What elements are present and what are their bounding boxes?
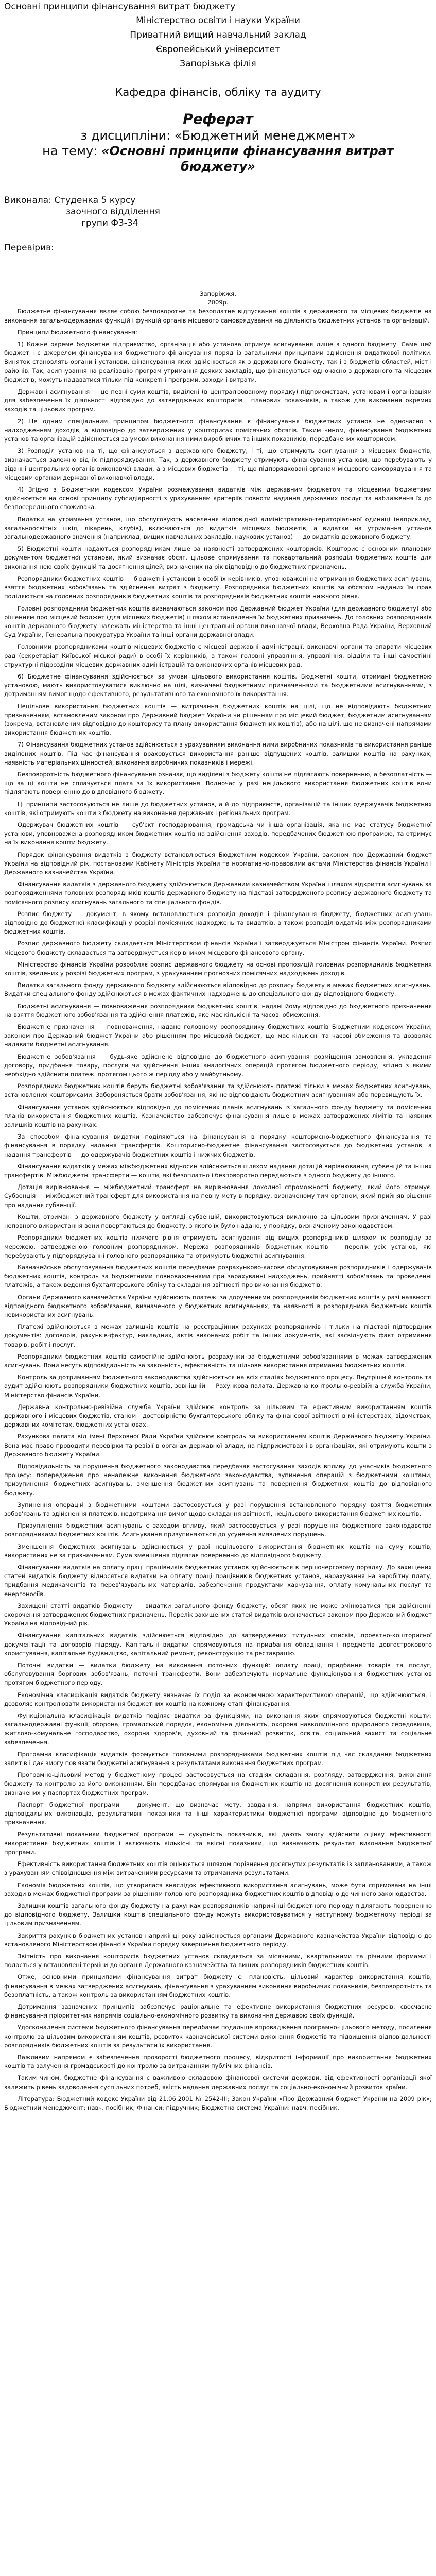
- body-paragraph: Важливим напрямом є забезпечення прозорості бюджетного процесу, відкритості інформації про використання бюджетних коштів та залучення громадськості до контролю за витрачанням публічних фінансів.: [4, 2053, 432, 2070]
- body-paragraph: Залишки коштів загального фонду бюджету на рахунках розпорядників наприкінці бюджетного періоду підлягають поверненню до відповідного бюджету. Залишки коштів спеціального фонду можуть використовуватися у наступному бюджетному періоді за цільовим призначенням.: [4, 1902, 432, 1927]
- body-paragraph: Рахункова палата від імені Верховної Ради України здійснює контроль за використанням коштів Державного бюджету України. Вона має право проводити перевірки та ревізії в органах державної влади, на підприємствах і в організаціях, які отримують кошти з Державного бюджету України.: [4, 1433, 432, 1458]
- body-paragraph: 1) Кожне окреме бюджетне підприємство, організація або установа отримує асигнування лише з одного бюджету. Саме цей бюджет і є джерелом фінансування бюджетного фінансування поряд із загальними принципами здійснення видаткової політики. Виняток становлять органи і установи, фінансування яких здійснюється як з державного бюджету, так і з бюджетів областей, міст і районів. Так, асигнування на реалізацію програм утримання деяких закладів, що фінансуються одночасно з державного та місцевих бюджетів, можуть надаватися тільки під конкретні програми, заходи і витрати.: [4, 341, 432, 383]
- body-paragraph: Отже, основними принципами фінансування витрат бюджету є: плановість, цільовий характер використання коштів, фінансування в межах затверджених асигнувань, фінансування з урахуванням виконання виробничих показників, безповоротність та безоплатність, а також контроль за використанням бюджетних коштів.: [4, 1973, 432, 1998]
- body-paragraph: Кошти, отримані з державного бюджету у вигляді субвенцій, використовуються виключно за цільовим призначенням. У разі неповного використання вони повертаються до бюджету, з якого їх було надано, у порядку, визначеному законодавством.: [4, 1213, 432, 1230]
- body-paragraph: Розпорядники бюджетних коштів беруть бюджетні зобов'язання та здійснюють платежі тільки в межах бюджетних асигнувань, встановлених кошторисами. Забороняється брати зобов'язання, які не відповідають бюджетним асигнуванням або перевищують їх.: [4, 1082, 432, 1099]
- author-block: [4, 195, 432, 229]
- topic-text: «Основні принципи фінансування витрат бюджету»: [101, 144, 394, 174]
- body-paragraph: Бюджетне зобов'язання — будь-яке здійснене відповідно до бюджетного асигнування розміщення замовлення, укладення договору, придбання товару, послуги чи здійснення інших аналогічних операцій протягом бюджетного періоду, згідно з якими необхідно здійснити платежі протягом цього ж періоду або у майбутньому.: [4, 1053, 432, 1078]
- work-kind-heading: Реферат: [183, 111, 253, 127]
- body-paragraph: Результативні показники бюджетної програми — сукупність показників, які дають змогу здійснити оцінку ефективності використання бюджетних коштів і включають кількісні та якісні показники, що визначають результат виконання бюджетної програми.: [4, 1831, 432, 1856]
- body-paragraph: Захищені статті видатків бюджету — видатки загального фонду бюджету, обсяг яких не може змінюватися при здійсненні скорочення затверджених бюджетних призначень. Перелік захищених статей видатків визначається законом про Державний бюджет України на відповідний рік.: [4, 1602, 432, 1628]
- body-paragraph: Поточні видатки — видатки бюджету на виконання поточних функцій: оплату праці, придбання товарів та послуг, обслуговування боргових зобов'язань, поточні трансферти. Вони забезпечують нормальне функціонування бюджетних установ протягом бюджетного періоду.: [4, 1662, 432, 1687]
- body-paragraph: Література: Бюджетний кодекс України від 21.06.2001 № 2542-ІІІ; Закон України «Про Державний бюджет України на 2009 рік»; Бюджетний менеджмент: навч. посібник; Фінанси: підручник; Бюджетна система України: навч. посібник.: [4, 2095, 432, 2111]
- body-paragraph: Казначейське обслуговування бюджетних коштів передбачає розрахунково-касове обслуговування розпорядників і одержувачів бюджетних коштів, контроль за бюджетними повноваженнями при зарахуванні надходжень, прийнятті зобов'язань та проведенні платежів, а також ведення бухгалтерського обліку та складання звітності про виконання бюджетів.: [4, 1263, 432, 1289]
- checked-by-label: Перевірив:: [4, 243, 54, 253]
- university-line: Європейський університет: [156, 44, 280, 55]
- body-paragraph: Призупинення бюджетних асигнувань є заходом впливу, який застосовується у разі порушення бюджетного законодавства розпорядниками бюджетних коштів. Асигнування призупиняються до усунення виявлених порушень.: [4, 1522, 432, 1538]
- body-paragraph: Звітність про виконання кошторисів бюджетних установ складається за місячними, квартальними та річними формами і подається у встановлені терміни до органів Державного казначейства та вищих розпорядників бюджетних коштів.: [4, 1952, 432, 1969]
- body-paragraph: Фінансування видатків з державного бюджету здійснюється Державним казначейством України шляхом відкриття асигнувань за розпорядженнями головних розпорядників коштів державного бюджету на підставі затвердженого розпису державного бюджету та помісячного розпису асигнувань загального та спеціального фондів.: [4, 880, 432, 906]
- body-paragraph: Фінансування установ здійснюється відповідно до помісячних планів асигнувань із загального фонду бюджету та помісячних планів використання бюджетних коштів. Казначейство забезпечує фінансування лише в межах затверджених лімітів та наявних залишків коштів на рахунках.: [4, 1103, 432, 1129]
- body-paragraph: Фінансування капітальних видатків здійснюється відповідно до затверджених титульних списків, проектно-кошторисної документації та договорів підряду. Капітальні видатки спрямовуються на придбання обладнання і предметів довгострокового користування, капітальне будівництво, капітальний ремонт, реконструкцію та реставрацію.: [4, 1632, 432, 1657]
- body-paragraph: Платежі здійснюються в межах залишків коштів на реєстраційних рахунках розпорядників і тільки на підставі підтвердних документів: договорів, рахунків-фактур, накладних, актів виконаних робіт та інших документів, які засвідчують факт отримання товарів, робіт і послуг.: [4, 1323, 432, 1348]
- body-paragraph: Порядок фінансування видатків з бюджету встановлюється Бюджетним кодексом України, законом про Державний бюджет України на відповідний рік, постановами Кабінету Міністрів України та нормативно-правовими актами Міністерства фінансів України і Державного казначейства України.: [4, 851, 432, 876]
- body-paragraph: Дотація вирівнювання — міжбюджетний трансферт на вирівнювання доходної спроможності бюджету, який його отримує. Субвенція — міжбюджетний трансферт для використання на певну мету в порядку, визначеному тим органом, який прийняв рішення про надання субвенції.: [4, 1183, 432, 1209]
- body-paragraph: Функціональна класифікація видатків поділяє видатки за функціями, на виконання яких спрямовуються бюджетні кошти: загальнодержавні функції, оборона, громадський порядок, економічна діяльність, охорона навколишнього природного середовища, житлово-комунальне господарство, охорона здоров'я, духовний та фізичний розвиток, освіта, соціальний захист та соціальне забезпечення.: [4, 1712, 432, 1746]
- author-line-2: заочного відділення: [66, 207, 160, 217]
- body-paragraph: Розпорядники бюджетних коштів — бюджетні установи в особі їх керівників, уповноважені на отримання бюджетних асигнувань, взяття бюджетних зобов'язань та здійснення витрат з бюджету. Розпорядники бюджетних коштів за обсягом наданих їм прав поділяються на головних розпорядників бюджетних коштів та розпорядників бюджетних коштів нижчого рівня.: [4, 574, 432, 600]
- topic-line: [4, 143, 432, 174]
- body-paragraph: 7) Фінансування бюджетних установ здійснюється з урахуванням виконання ними виробничих показників та використання раніше виділених коштів. Під час фінансування враховується використання раніше відпущених коштів, залишки коштів на рахунках, наявність матеріальних цінностей, виконання виробничих показників і мережі.: [4, 741, 432, 766]
- body-paragraph: Розпорядники бюджетних коштів нижчого рівня отримують асигнування від вищих розпорядників шляхом їх розподілу за мережею, затвердженою головним розпорядником. Мережа розпорядників бюджетних коштів — перелік усіх установ, які перебувають у підпорядкуванні головного розпорядника та отримують бюджетні асигнування.: [4, 1234, 432, 1259]
- year-line: 2009р.: [207, 299, 229, 307]
- discipline-line: з дисципліни: «Бюджетний менеджмент»: [80, 128, 356, 143]
- body-paragraph: Розпорядники бюджетних коштів самостійно здійснюють розрахунки за бюджетними зобов'язаннями в межах затверджених асигнувань. Вони несуть відповідальність за законність, ефективність та цільове використання отриманих бюджетних коштів.: [4, 1352, 432, 1369]
- body-paragraph: Фінансування видатків на оплату праці працівників бюджетних установ здійснюється в першочерговому порядку. До захищених статей видатків бюджету відносяться видатки на оплату праці працівників бюджетних установ, нарахування на заробітну плату, придбання медикаментів та перев'язувальних матеріалів, забезпечення продуктами харчування, оплату комунальних послуг та енергоносіїв.: [4, 1564, 432, 1598]
- body-paragraph: Зменшення бюджетних асигнувань здійснюється у разі нецільового використання бюджетних коштів на суму коштів, використаних не за призначенням. Сума зменшення підлягає поверненню до відповідного бюджету.: [4, 1543, 432, 1559]
- body-paragraph: Бюджетне призначення — повноваження, надане головному розпоряднику бюджетних коштів Бюджетним кодексом України, законом про Державний бюджет України або рішенням про місцевий бюджет, що має кількісні та часові обмеження та дозволяє надавати бюджетні асигнування.: [4, 1023, 432, 1048]
- main-text: [4, 290, 432, 2112]
- body-paragraph: Відповідальність за порушення бюджетного законодавства передбачає застосування заходів впливу до учасників бюджетного процесу: попередження про неналежне виконання бюджетного законодавства, зупинення операцій з бюджетними коштами, призупинення бюджетних асигнувань, зменшення бюджетних асигнувань та повернення бюджетних коштів до відповідного бюджету.: [4, 1462, 432, 1497]
- body-paragraph: Одержувач бюджетних коштів — суб'єкт господарювання, громадська чи інша організація, яка не має статусу бюджетної установи, уповноважена розпорядником бюджетних коштів на здійснення заходів, передбачених бюджетною програмою, та отримує на їх виконання кошти бюджету.: [4, 821, 432, 846]
- body-paragraph: Міністерство фінансів України розробляє розпис державного бюджету на основі пропозицій головних розпорядників бюджетних коштів, зведених у розрізі бюджетних програм, з урахуванням прогнозних помісячних надходжень доходів.: [4, 960, 432, 977]
- body-paragraph: Державна контрольно-ревізійна служба України здійснює контроль за цільовим та ефективним використанням коштів державного і місцевих бюджетів, станом і достовірністю бухгалтерського обліку та фінансової звітності в міністерствах, відомствах, державних комітетах, бюджетних установах.: [4, 1403, 432, 1429]
- ministry-line: Міністерство освіти і науки України: [136, 15, 300, 26]
- body-paragraph: Ефективність використання бюджетних коштів оцінюється шляхом порівняння досягнутих результатів із запланованими, а також з урахуванням співвідношення між витраченими ресурсами та отриманими результатами.: [4, 1860, 432, 1877]
- body-paragraph: Програмна класифікація видатків формується головними розпорядниками бюджетних коштів під час складання бюджетних запитів і дає змогу пов'язати бюджетні асигнування з результатами виконання бюджетних програм.: [4, 1750, 432, 1767]
- body-paragraph: Економічна класифікація видатків бюджету визначає їх поділ за економічною характеристикою операцій, що здійснюються, і дозволяє контролювати використання бюджетних коштів на кожному етапі фінансування.: [4, 1691, 432, 1707]
- body-paragraph: Головні розпорядники бюджетних коштів визначаються законом про Державний бюджет України (для державного бюджету) або рішенням про місцевий бюджет (для місцевих бюджетів) шляхом встановлення їм бюджетних призначень. До головних розпорядників коштів державного бюджету належать міністерства та інші центральні органи виконавчої влади, Верховна Рада України, Верховний Суд України, Генеральна прокуратура України та інші органи державної влади.: [4, 604, 432, 639]
- body-paragraph: Таким чином, бюджетне фінансування є важливою складовою фінансової системи держави, від ефективності організації якої залежить рівень задоволення суспільних потреб, якість надання державних послуг та соціально-економічний розвиток країни.: [4, 2074, 432, 2091]
- author-line-1: Виконала: Студенка 5 курсу: [4, 195, 136, 206]
- document-title: Основні принципи фінансування витрат бюджету: [4, 2, 236, 12]
- body-paragraph: Бюджетні асигнування — повноваження розпорядника бюджетних коштів, надані йому відповідно до бюджетного призначення на взяття бюджетного зобов'язання та здійснення платежів, яке має кількісні та часові обмеження.: [4, 1002, 432, 1019]
- body-paragraph: Головними розпорядниками коштів місцевих бюджетів є місцеві державні адміністрації, виконавчі органи та апарати місцевих рад (секретаріат Київської міської ради) в особі їх керівників, а також головні управління, управління, відділи та інші самостійні структурні підрозділи місцевих державних адміністрацій та виконавчих органів місцевих рад.: [4, 643, 432, 668]
- body-paragraph: Видатки загального фонду державного бюджету здійснюються відповідно до розпису бюджету в межах бюджетних асигнувань. Видатки спеціального фонду здійснюються в межах фактичних надходжень до спеціального фонду відповідного бюджету.: [4, 981, 432, 998]
- body-paragraph: За способом фінансування видатки поділяються на фінансування в порядку кошторисно-бюджетного фінансування та фінансування в порядку надання трансфертів. Кошторисно-бюджетне фінансування застосовується до бюджетних установ, а надання трансфертів — до одержувачів бюджетних коштів і нижчих бюджетів.: [4, 1133, 432, 1158]
- body-paragraph: Нецільове використання бюджетних коштів — витрачання бюджетних коштів на цілі, що не відповідають бюджетним призначенням, встановленим законом про Державний бюджет України чи рішенням про місцевий бюджет, бюджетним асигнуванням (зокрема, встановленим відповідно до кошторису та плану використання бюджетних коштів), або на цілі, що не визначені напрямами використання бюджетних коштів.: [4, 702, 432, 737]
- body-paragraph: 4) Згідно з Бюджетним кодексом України розмежування видатків між державним бюджетом та місцевими бюджетами здійснюється на основі принципу субсидіарності з урахуванням критеріїв повноти надання державних послуг та наближення їх до безпосереднього споживача.: [4, 486, 432, 511]
- city-line: Запоріжжя,: [200, 290, 236, 297]
- institution-line: Приватний вищий навчальний заклад: [130, 30, 306, 40]
- body-paragraph: 6) Бюджетне фінансування здійснюється за умови цільового використання коштів. Бюджетні кошти, отримані бюджетною установою, мають використовуватися виключно на цілі, визначені бюджетними призначеннями та бюджетними асигнуваннями, з дотриманням вимог щодо ефективного, результативного та економного їх використання.: [4, 672, 432, 698]
- body-paragraph: Контроль за дотриманням бюджетного законодавства здійснюється на всіх стадіях бюджетного процесу. Внутрішній контроль та аудит здійснюють розпорядники бюджетних коштів, зовнішній — Рахункова палата, Державна контрольно-ревізійна служба України, Міністерство фінансів України.: [4, 1374, 432, 1399]
- body-paragraph: 3) Розподіл установ на ті, що фінансуються з державного бюджету, і ті, що отримують асигнування з місцевих бюджетів, визначається залежно від їх підпорядкування. Так, з державного бюджету отримують фінансування установи, що перебувають у віданні центральних органів виконавчої влади, а з місцевих бюджетів — ті, що підпорядковані органам місцевого самоврядування та місцевим органам державної виконавчої влади.: [4, 447, 432, 481]
- body-paragraph: Видатки на утримання установ, що обслуговують населення відповідної адміністративно-територіальної одиниці (наприклад, загальноосвітніх шкіл, лікарень, клубів), включаються до видатків місцевих бюджетів, а видатки на утримання установ загальнодержавного значення (наприклад, вищих навчальних закладів, наукових установ) — до видатків державного бюджету.: [4, 515, 432, 541]
- body-paragraph: Розпис державного бюджету складається Міністерством фінансів України і затверджується Міністром фінансів України. Розпис місцевого бюджету складається та затверджується керівником місцевого фінансового органу.: [4, 940, 432, 956]
- body-paragraph: Паспорт бюджетної програми — документ, що визначає мету, завдання, напрями використання бюджетних коштів, відповідальних виконавців, результативні показники та інші характеристики бюджетної програми відповідно до бюджетного призначення.: [4, 1801, 432, 1826]
- body-paragraph: Принципи бюджетного фінансування:: [18, 328, 137, 336]
- body-paragraph: Розпис бюджету — документ, в якому встановлюється розподіл доходів і фінансування бюджету, бюджетних асигнувань відповідно до бюджетної класифікації у розрізі помісячних надходжень та видатків, а також розподіл видатків між розпорядниками бюджетних коштів.: [4, 910, 432, 936]
- body-paragraph: Удосконалення системи бюджетного фінансування передбачає подальше впровадження програмно-цільового методу, посилення контролю за цільовим використанням коштів, розвиток казначейської системи виконання бюджетів та підвищення відповідальності розпорядників бюджетних коштів за результати їх використання.: [4, 2024, 432, 2049]
- body-paragraph: Програмно-цільовий метод у бюджетному процесі застосовується на стадіях складання, розгляду, затвердження, виконання бюджету та контролю за його виконанням. Він передбачає спрямування бюджетних коштів на досягнення конкретних результатів, визначених у паспортах бюджетних програм.: [4, 1771, 432, 1797]
- body-paragraph: Фінансування видатків у межах міжбюджетних відносин здійснюється шляхом надання дотацій вирівнювання, субвенцій та інших трансфертів. Міжбюджетні трансферти — кошти, які безоплатно і безповоротно передаються з одного бюджету до іншого.: [4, 1162, 432, 1179]
- body-paragraph: Ці принципи застосовуються не лише до бюджетних установ, а й до підприємств, організацій та інших одержувачів бюджетних коштів, які отримують кошти з бюджету на виконання державних і регіональних програм.: [4, 800, 432, 817]
- body-paragraph: 2) Це одним спеціальним принципом бюджетного фінансування є фінансування бюджетних установ не одночасно з надходженням доходів, а відповідно до затверджених у кошторисах помісячних обсягів. Таким чином, фінансування бюджетних установ та організацій здійснюється за умови виконання ними виробничих та інших показників, передбачених кошторисом.: [4, 417, 432, 443]
- body-paragraph: 5) Бюджетні кошти надаються розпорядникам лише за наявності затверджених кошторисів. Кошторис є основним плановим документом бюджетної установи, який визначає обсяг, цільове спрямування та поквартальний розподіл бюджетних коштів для виконання нею своїх функцій та досягнення цілей, визначених на рік відповідно до бюджетних призначень.: [4, 545, 432, 570]
- department-heading: Кафедра фінансів, обліку та аудиту: [115, 86, 321, 98]
- author-line-3: групи Ф3-34: [81, 218, 138, 228]
- body-paragraph: Органи Державного казначейства України здійснюють платежі за дорученнями розпорядників бюджетних коштів у разі наявності відповідного бюджетного зобов'язання, визначеного у бюджетних асигнуваннях, та наявності в розпорядника бюджетних коштів невикористаних асигнувань.: [4, 1293, 432, 1318]
- body-paragraph: Зупинення операцій з бюджетними коштами застосовується у разі порушення встановленого порядку взяття бюджетних зобов'язань та здійснення платежів, недотримання вимог щодо складання звітності, нецільового використання бюджетних коштів.: [4, 1501, 432, 1517]
- body-paragraph: Закриття рахунків бюджетних установ наприкінці року здійснюється органами Державного казначейства України відповідно до встановленого Міністерством фінансів України порядку завершення бюджетного періоду.: [4, 1931, 432, 1948]
- topic-prefix: на тему:: [42, 144, 101, 158]
- body-paragraph: Економія бюджетних коштів, що утворилася внаслідок ефективного використання асигнувань, може бути спрямована на інші заходи в межах бюджетної програми за рішенням головного розпорядника бюджетних коштів відповідно до чинного законодавства.: [4, 1881, 432, 1897]
- branch-line: Запорізька філія: [180, 59, 256, 69]
- body-paragraph: Безповоротність бюджетного фінансування означає, що виділені з бюджету кошти не підлягають поверненню, а безоплатність — що за ці кошти не сплачується плата за їх використання. Водночас у разі нецільового використання бюджетних коштів вони підлягають поверненню до відповідного бюджету.: [4, 770, 432, 796]
- body-paragraph: Державні асигнування — це певні суми коштів, виділені (в централізованому порядку) підприємствам, установам і організаціям для забезпечення їх діяльності відповідно до затверджених кошторисів і планових показників, а також для виконання окремих заходів та цільових програм.: [4, 388, 432, 413]
- body-paragraph: Дотримання зазначених принципів забезпечує раціональне та ефективне використання бюджетних ресурсів, своєчасне фінансування пріоритетних напрямів соціально-економічного розвитку та виконання державою своїх функцій.: [4, 2003, 432, 2020]
- body-paragraph: Бюджетне фінансування являє собою безповоротне та безоплатне відпускання коштів з державного та місцевих бюджетів на виконання загальнодержавних функцій і функцій органів місцевого самоврядування на діяльність бюджетних установ та організацій.: [4, 308, 432, 324]
